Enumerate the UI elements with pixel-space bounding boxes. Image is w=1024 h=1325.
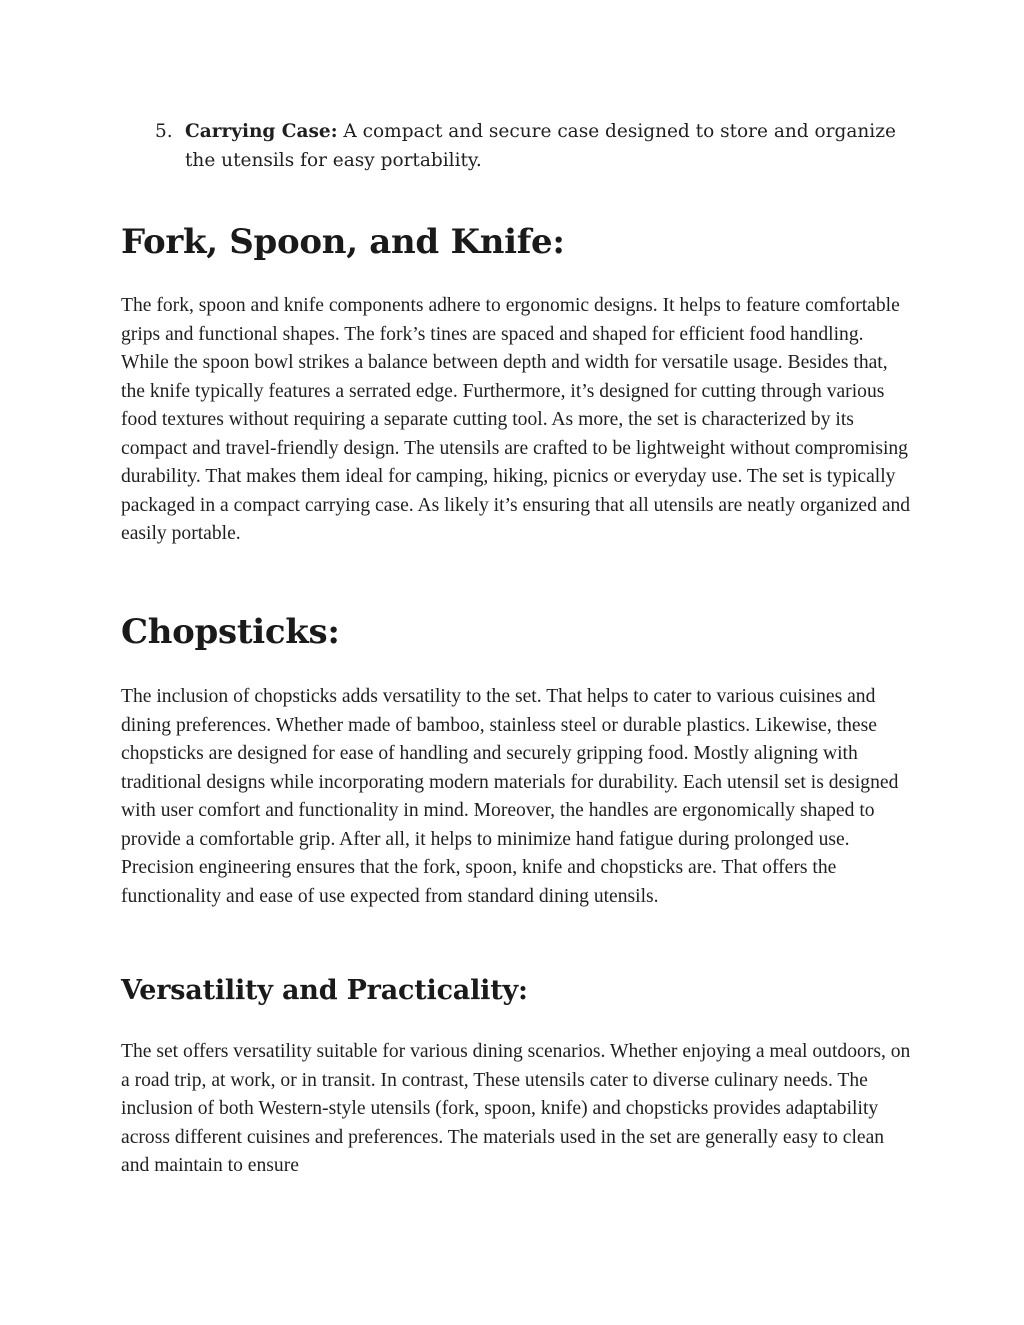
heading-chopsticks: Chopsticks: — [121, 612, 340, 652]
heading-fork-spoon-knife: Fork, Spoon, and Knife: — [121, 222, 565, 262]
list-item-term: Carrying Case: — [185, 121, 338, 142]
list-item — [121, 118, 911, 175]
heading-versatility-practicality: Versatility and Practicality: — [121, 975, 528, 1006]
list-item-description: A compact and secure case designed to store and organize the utensils for easy portability. — [185, 121, 896, 171]
paragraph-fork-spoon-knife: The fork, spoon and knife components adhere to ergonomic designs. It helps to feature comfortable grips and functional shapes. The fork’s tines are spaced and shaped for efficient food handling. While the spoon bowl strikes a balance between depth and width for versatile usage. Besides that, the knife typically features a serrated edge. Furthermore, it’s designed for cutting through various food textures without requiring a separate cutting tool. As more, the set is characterized by its compact and travel-friendly design. The utensils are crafted to be lightweight without compromising durability. That makes them ideal for camping, hiking, picnics or everyday use. The set is typically packaged in a compact carrying case. As likely it’s ensuring that all utensils are neatly organized and easily portable. — [121, 295, 911, 544]
list-item-number: 5. — [155, 121, 173, 142]
paragraph-versatility-practicality: The set offers versatility suitable for various dining scenarios. Whether enjoying a meal outdoors, on a road trip, at work, or in transit. In contrast, These utensils cater to diverse culinary needs. The inclusion of both Western-style utensils (fork, spoon, knife) and chopsticks provides adaptability across different cuisines and preferences. The materials used in the set are generally easy to clean and maintain to ensure — [121, 1041, 911, 1176]
list-item-text — [185, 118, 911, 175]
paragraph-chopsticks: The inclusion of chopsticks adds versatility to the set. That helps to cater to various cuisines and dining preferences. Whether made of bamboo, stainless steel or durable plastics. Likewise, these chopsticks are designed for ease of handling and securely gripping food. Mostly aligning with traditional designs while incorporating modern materials for durability. Each utensil set is designed with user comfort and functionality in mind. Moreover, the handles are ergonomically shaped to provide a comfortable grip. After all, it helps to minimize hand fatigue during prolonged use. Precision engineering ensures that the fork, spoon, knife and chopsticks are. That offers the functionality and ease of use expected from standard dining utensils. — [121, 686, 899, 907]
numbered-list — [121, 118, 911, 175]
